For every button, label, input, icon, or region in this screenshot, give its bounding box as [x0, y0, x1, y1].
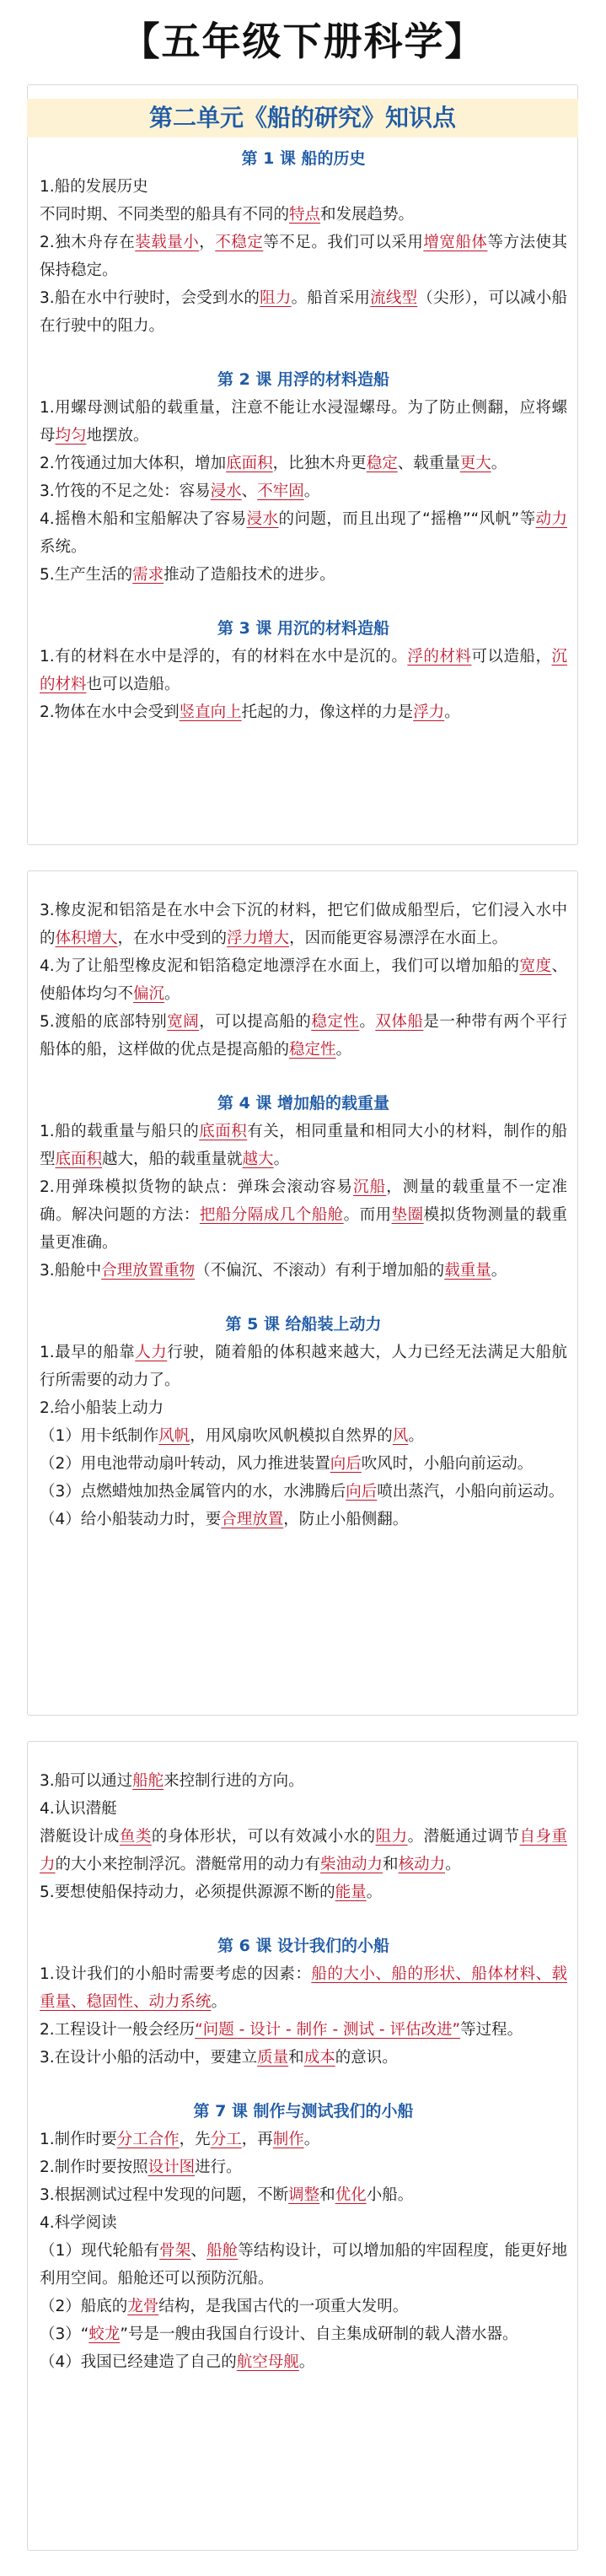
text-segment: ，比独木舟更	[272, 455, 367, 472]
page-title: 【五年级下册科学】	[121, 19, 485, 64]
key-term: 浮的材料	[407, 648, 472, 666]
key-term: 设计图	[147, 2158, 196, 2176]
text-segment: （2）用电池带动扇叶转动，风力推进装置	[40, 1455, 330, 1473]
key-term: 浸水	[246, 510, 279, 528]
text-segment: 越大，船的载重量就	[102, 1151, 243, 1168]
key-term: 底面积	[55, 1151, 103, 1168]
key-term: 质量	[257, 2049, 289, 2067]
section-gap	[40, 589, 567, 614]
text-segment: 3.船舱中	[40, 1262, 102, 1280]
key-term: 风	[392, 1427, 409, 1445]
key-term: 体积增大	[55, 930, 118, 947]
knowledge-point	[40, 2209, 567, 2237]
key-term: 底面积	[199, 1123, 248, 1140]
key-term: 均匀	[55, 427, 87, 445]
text-segment: 结构，是我国古代的一项重大发明。	[158, 2298, 409, 2315]
key-term: 载重量	[444, 1262, 491, 1280]
text-segment: （3）“	[40, 2325, 89, 2343]
text-segment: 1.制作时要	[40, 2131, 117, 2148]
knowledge-point	[40, 1008, 567, 1064]
knowledge-point	[40, 2126, 567, 2153]
text-segment: 等不足。我们可以采用	[263, 234, 424, 251]
text-segment: 5.要想使船保持动力，必须提供源源不断的	[40, 1883, 335, 1901]
lesson-heading: 第 5 课 给船装上动力	[225, 1315, 382, 1334]
lesson-heading: 第 7 课 制作与测试我们的小船	[193, 2102, 414, 2121]
text-segment: 小船。	[366, 2186, 414, 2204]
card-content	[40, 897, 567, 1533]
knowledge-point	[40, 394, 567, 450]
text-segment: （4）给小船装动力时，要	[40, 1511, 222, 1528]
text-segment: 、	[241, 482, 258, 500]
key-term: 能量	[335, 1883, 367, 1901]
knowledge-point	[40, 2153, 567, 2181]
key-term: 向后	[330, 1455, 362, 1473]
text-segment: 等方法使其保持稳定。	[40, 234, 567, 279]
text-segment: （1）用卡纸制作	[40, 1427, 159, 1445]
key-term: 调整	[288, 2186, 320, 2204]
key-term: 分工	[210, 2131, 242, 2148]
key-term: 合理放置	[221, 1511, 284, 1528]
text-segment: 。	[491, 455, 507, 472]
key-term: 更大	[459, 455, 491, 472]
text-segment: 、使船体均匀不	[40, 957, 567, 1003]
text-segment: 模拟货物测量的载重量更准确。	[40, 1206, 567, 1252]
knowledge-point	[40, 698, 567, 726]
knowledge-point	[40, 561, 567, 589]
knowledge-point	[40, 1118, 567, 1173]
text-segment: 也可以造船。	[86, 676, 180, 693]
text-segment: （2）船底的	[40, 2298, 128, 2315]
text-segment: 。	[408, 1427, 424, 1445]
knowledge-point	[40, 1506, 567, 1533]
text-segment: 2.制作时要按照	[40, 2158, 148, 2176]
text-segment: 。	[298, 2353, 315, 2371]
text-segment: 3.橡皮泥和铝箔是在水中会下沉的材料，把它们做成船型后，它们浸入水中的	[40, 902, 567, 947]
key-term: 浸水	[210, 482, 242, 500]
key-term: 增宽船体	[423, 234, 488, 251]
text-segment: 。	[491, 1262, 507, 1280]
card-content	[40, 1767, 567, 2376]
knowledge-point	[40, 1767, 567, 1795]
knowledge-point	[40, 173, 567, 201]
key-term: 柴油动力	[320, 1856, 383, 1873]
knowledge-point	[40, 2237, 567, 2293]
text-segment: 的意识。	[335, 2049, 398, 2067]
key-term: 龙骨	[127, 2298, 159, 2315]
knowledge-point	[40, 1450, 567, 1478]
knowledge-point	[40, 505, 567, 561]
key-term: 装载量小	[135, 234, 200, 251]
key-term: 制作	[272, 2131, 304, 2148]
text-segment: 。	[366, 1883, 383, 1901]
text-segment: 托起的力，像这样的力是	[241, 703, 414, 721]
knowledge-point	[40, 229, 567, 284]
key-term: 双体船	[375, 1013, 424, 1031]
knowledge-point	[40, 643, 567, 698]
lesson-heading: 第 2 课 用浮的材料造船	[217, 370, 390, 389]
knowledge-point	[40, 1394, 567, 1422]
text-segment: 的大小来控制浮沉。潜艇常用的动力有	[55, 1856, 321, 1873]
notes-card-1	[27, 84, 578, 845]
text-segment: 4.认识潜艇	[40, 1800, 117, 1818]
text-segment: ”号是一艘由我国自行设计、自主集成研制的载人潜水器。	[120, 2325, 518, 2343]
knowledge-point	[40, 477, 567, 505]
text-segment: 2.工程设计一般会经历	[40, 2021, 196, 2039]
key-term: 需求	[132, 566, 164, 584]
text-segment: 等结构设计，可以增加船的牢固程度，能更好地利用空间。船舱还可以预防沉船。	[40, 2242, 567, 2288]
key-term: 骨架	[159, 2242, 191, 2260]
knowledge-point	[40, 1257, 567, 1285]
knowledge-point	[40, 1478, 567, 1506]
key-term: 特点	[289, 206, 321, 224]
key-term: 航空母舰	[236, 2353, 299, 2371]
knowledge-point	[40, 952, 567, 1008]
key-term: 竖直向上	[179, 703, 242, 721]
text-segment: 进行。	[195, 2158, 242, 2176]
key-term: 人力	[135, 1344, 168, 1361]
lesson-heading: 第 4 课 增加船的载重量	[217, 1094, 390, 1113]
key-term: 偏沉	[133, 985, 165, 1003]
text-segment: 1.有的材料在水中是浮的，有的材料在水中是沉的。	[40, 648, 408, 666]
text-segment: ，	[199, 234, 216, 251]
text-segment: 3.船可以通过	[40, 1772, 133, 1790]
text-segment: 和	[383, 1856, 399, 1873]
text-segment: 3.根据测试过程中发现的问题，不断	[40, 2186, 289, 2204]
knowledge-point	[40, 450, 567, 477]
key-term: 不牢固	[257, 482, 304, 500]
text-segment: 。	[164, 985, 180, 1003]
key-term: 优化	[335, 2186, 367, 2204]
knowledge-point	[40, 2320, 567, 2348]
knowledge-point	[40, 1339, 567, 1394]
key-term: 船的大小、船的形状、船体材料、载重量、稳固性、动力系统	[40, 1965, 567, 2011]
text-segment: ，再	[241, 2131, 273, 2148]
text-segment: 地摆放。	[86, 427, 149, 445]
text-segment: ，用风扇吹风帆模拟自然界的	[190, 1427, 393, 1445]
text-segment: 的问题，而且出现了“摇橹”“风帆”等	[278, 510, 536, 528]
knowledge-point	[40, 1823, 567, 1878]
text-segment: 的身体形状，可以有效减小水的	[151, 1828, 376, 1846]
text-segment: 4.摇橹木船和宝船解决了容易	[40, 510, 247, 528]
text-segment: 。	[303, 482, 320, 500]
key-term: 越大	[242, 1151, 274, 1168]
key-term: 风帆	[158, 1427, 190, 1445]
knowledge-point	[40, 897, 567, 952]
text-segment: 1.用螺母测试船的载重量，注意不能让水浸湿螺母。为了防止侧翻，应将螺母	[40, 399, 567, 445]
unit-title-banner: 第二单元《船的研究》知识点	[27, 99, 578, 137]
text-segment: 。潜艇通过调节	[407, 1828, 520, 1846]
key-term: 成本	[303, 2049, 335, 2067]
text-segment: 。	[211, 1993, 228, 2011]
key-term: 动力	[535, 510, 568, 528]
text-segment: 。而用	[343, 1206, 392, 1224]
text-segment: 1.船的发展历史	[40, 178, 148, 196]
section-gap	[40, 1064, 567, 1089]
key-term: 阻力	[260, 289, 292, 307]
text-segment: 5.渡船的底部特别	[40, 1013, 168, 1031]
lesson-heading: 第 6 课 设计我们的小船	[217, 1937, 390, 1955]
key-term: 船舱	[206, 2242, 239, 2260]
knowledge-point	[40, 1795, 567, 1823]
text-segment: 。	[303, 2131, 320, 2148]
section-gap	[40, 1285, 567, 1310]
key-term: 核动力	[398, 1856, 446, 1873]
key-term: 不稳定	[215, 234, 264, 251]
key-term: 宽度	[519, 957, 552, 975]
text-segment: ，因而能更容易漂浮在水面上。	[289, 930, 508, 947]
text-segment: 3.船在水中行驶时，会受到水的	[40, 289, 260, 307]
key-term: 把船分隔成几个船舱	[199, 1206, 344, 1224]
key-term: 自身重力	[40, 1828, 567, 1873]
notes-card-3	[27, 1741, 578, 2551]
text-segment: 不同时期、不同类型的船具有不同的	[40, 206, 290, 224]
knowledge-point	[40, 2348, 567, 2376]
text-segment: 2.物体在水中会受到	[40, 703, 180, 721]
knowledge-point	[40, 2181, 567, 2209]
text-segment: 2.用弹珠模拟货物的缺点：弹珠会滚动容易	[40, 1178, 353, 1196]
key-term: 鱼类	[119, 1828, 152, 1846]
key-term: 沉船	[353, 1178, 387, 1196]
key-term: 垫圈	[391, 1206, 424, 1224]
text-segment: 等过程。	[460, 2021, 523, 2039]
key-term: 底面积	[226, 455, 273, 472]
text-segment: 和发展趋势。	[320, 206, 415, 224]
knowledge-point	[40, 1878, 567, 1906]
text-segment: 5.生产生活的	[40, 566, 133, 584]
text-segment: 推动了造船技术的进步。	[164, 566, 335, 584]
knowledge-point	[40, 201, 567, 229]
text-segment: 。	[444, 703, 460, 721]
key-term: 流线型	[370, 289, 418, 307]
text-segment: 。	[359, 1013, 376, 1031]
text-segment: ，防止小船侧翻。	[283, 1511, 409, 1528]
text-segment: ，先	[179, 2131, 211, 2148]
section-gap	[40, 340, 567, 365]
key-term: 稳定	[366, 455, 398, 472]
lesson-heading: 第 1 课 船的历史	[241, 149, 366, 168]
text-segment: 潜艇设计成	[40, 1828, 120, 1846]
section-gap	[40, 1906, 567, 1932]
text-segment: 可以造船，	[471, 648, 552, 666]
text-segment: 喷出蒸汽，小船向前运动。	[377, 1483, 565, 1501]
knowledge-point	[40, 2293, 567, 2320]
text-segment: 1.设计我们的小船时需要考虑的因素：	[40, 1965, 312, 1983]
key-term: 稳定性	[311, 1013, 360, 1031]
text-segment: 4.为了让船型橡皮泥和铝箔稳定地漂浮在水面上，我们可以增加船的	[40, 957, 520, 975]
text-segment: ，可以提高船的	[199, 1013, 312, 1031]
key-term: “问题 - 设计 - 制作 - 测试 - 评估改进”	[195, 2021, 461, 2039]
text-segment: （3）点燃蜡烛加热金属管内的水，水沸腾后	[40, 1483, 346, 1501]
text-segment: 行驶，随着船的体积越来越大，人力已经无法满足大船航行所需要的动力了。	[40, 1344, 567, 1389]
notes-card-2	[27, 870, 578, 1716]
text-segment: 4.科学阅读	[40, 2214, 117, 2232]
text-segment: 。	[273, 1151, 290, 1168]
text-segment: 3.在设计小船的活动中，要建立	[40, 2049, 258, 2067]
key-term: 浮力增大	[227, 930, 290, 947]
text-segment: 1.船的载重量与船只的	[40, 1123, 200, 1140]
key-term: 宽阔	[167, 1013, 200, 1031]
text-segment: （尖形），可以减小船在行驶中的阻力。	[40, 289, 567, 335]
text-segment: 系统。	[40, 538, 87, 556]
text-segment: 和	[319, 2186, 335, 2204]
text-segment: 。	[445, 1856, 461, 1873]
key-term: 蛟龙	[88, 2325, 121, 2343]
text-segment: 。船首采用	[291, 289, 371, 307]
knowledge-point	[40, 2016, 567, 2044]
key-term: 船舵	[132, 1772, 164, 1790]
text-segment: 吹风时，小船向前运动。	[361, 1455, 534, 1473]
text-segment: 有关，相同重量和相同大小的材料，制作的船型	[40, 1123, 567, 1168]
key-term: 分工合作	[116, 2131, 180, 2148]
text-segment: 1.最早的船靠	[40, 1344, 136, 1361]
knowledge-point	[40, 284, 567, 340]
text-segment: ，在水中受到的	[117, 930, 228, 947]
text-segment: 、载重量	[397, 455, 460, 472]
key-term: 向后	[346, 1483, 378, 1501]
knowledge-point	[40, 1173, 567, 1257]
card-content	[40, 144, 567, 726]
text-segment: 来控制行进的方向。	[164, 1772, 304, 1790]
knowledge-point	[40, 1422, 567, 1450]
text-segment: 。	[335, 1041, 352, 1059]
text-segment: （不偏沉、不滚动）有利于增加船的	[195, 1262, 445, 1280]
knowledge-point	[40, 1960, 567, 2016]
key-term: 稳定性	[289, 1041, 336, 1059]
lesson-heading: 第 3 课 用沉的材料造船	[217, 619, 390, 638]
text-segment: （1）现代轮船有	[40, 2242, 160, 2260]
key-term: 阻力	[375, 1828, 408, 1846]
key-term: 浮力	[413, 703, 445, 721]
section-gap	[40, 2072, 567, 2097]
text-segment: 是一种带有两个平行船体的船，这样做的优点是提高船的	[40, 1013, 567, 1059]
text-segment: （4）我国已经建造了自己的	[40, 2353, 237, 2371]
key-term: 沉的材料	[40, 648, 567, 693]
knowledge-point	[40, 2044, 567, 2072]
text-segment: 3.竹筏的不足之处：容易	[40, 482, 211, 500]
text-segment: 2.给小船装上动力	[40, 1399, 164, 1417]
key-term: 合理放置重物	[101, 1262, 196, 1280]
text-segment: 和	[288, 2049, 304, 2067]
text-segment: 2.独木舟存在	[40, 234, 136, 251]
text-segment: ，测量的载重量不一定准确。解决问题的方法：	[40, 1178, 567, 1224]
text-segment: 2.竹筏通过加大体积，增加	[40, 455, 227, 472]
text-segment: 、	[190, 2242, 207, 2260]
